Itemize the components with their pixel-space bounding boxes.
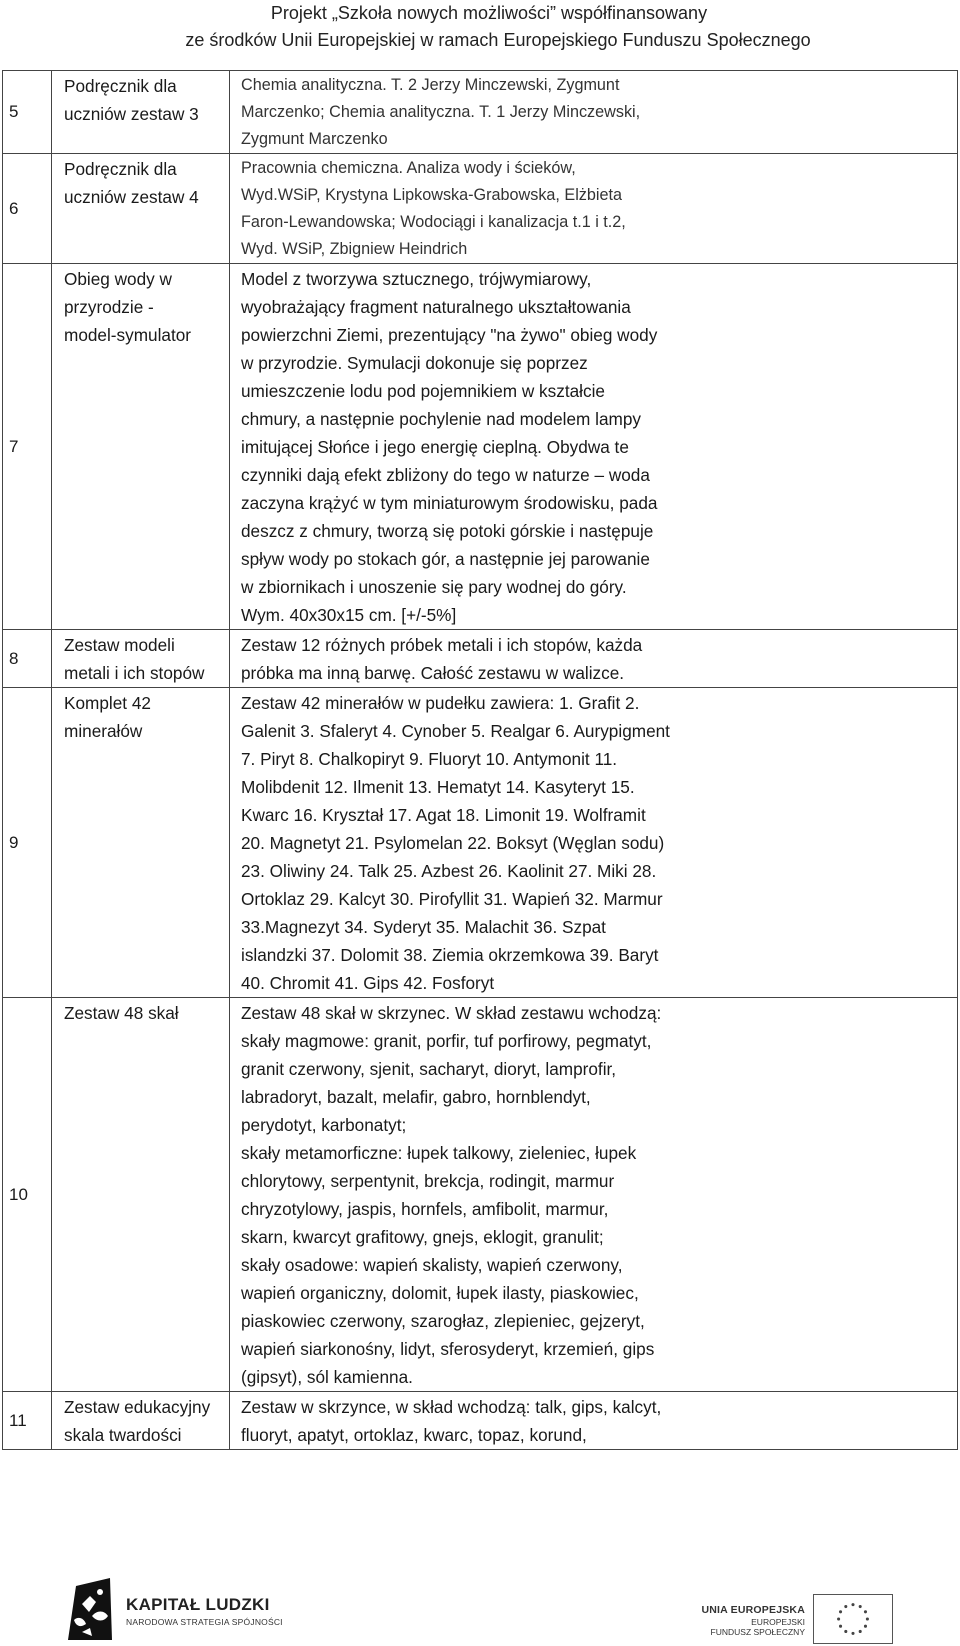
item-description-line: islandzki 37. Dolomit 38. Ziemia okrzemkowa 39. Baryt [241,945,659,965]
row-number: 8 [3,630,52,688]
item-name [52,264,230,630]
kapital-ludzki-subtitle: NARODOWA STRATEGIA SPÓJNOŚCI [126,1617,283,1627]
item-description-line: wapień siarkonośny, lidyt, sferosyderyt, krzemień, gips [241,1339,655,1359]
item-description-line: Wym. 40x30x15 cm. [+/-5%] [241,605,457,625]
item-name [52,630,230,688]
item-description-line: 20. Magnetyt 21. Psylomelan 22. Boksyt (Węglan sodu) [241,833,665,853]
item-description-line: Model z tworzywa sztucznego, trójwymiarowy, [241,269,592,289]
item-description-line: chryzotylowy, jaspis, hornfels, amfibolit, marmur, [241,1199,609,1219]
eu-fund-label [690,1604,805,1637]
item-description-line: (gipsyt), sól kamienna. [241,1367,413,1387]
item-description-line: Faron-Lewandowska; Wodociągi i kanalizacja t.1 i t.2, [241,213,626,231]
item-description [230,1392,958,1450]
row-number: 7 [3,264,52,630]
item-name-line: Zestaw 48 skał [64,1003,179,1023]
item-description-line: 23. Oliwiny 24. Talk 25. Azbest 26. Kaolinit 27. Miki 28. [241,861,657,881]
item-description-line: imitującej Słońce i jego energię cieplną. Obydwa te [241,437,629,457]
item-name-line: Komplet 42 [64,693,151,713]
item-description-line: granit czerwony, sjenit, sacharyt, dioryt, lamprofir, [241,1059,617,1079]
eu-label-line-3: FUNDUSZ SPOŁECZNY [710,1627,805,1637]
item-description-line: labradoryt, bazalt, melafir, gabro, hornblendyt, [241,1087,591,1107]
kapital-ludzki-title: KAPITAŁ LUDZKI [126,1595,270,1614]
eu-star-icon [839,1610,842,1613]
table-row [3,998,958,1392]
page-header [0,0,960,54]
item-description-line: Molibdenit 12. Ilmenit 13. Hematyt 14. Kasyteryt 15. [241,777,635,797]
eu-label-line-1: UNIA EUROPEJSKA [701,1604,805,1616]
item-description-line: czynniki dają efekt zbliżony do tego w naturze – woda [241,465,650,485]
eu-star-icon [851,1603,854,1606]
item-description-line: Ortoklaz 29. Kalcyt 30. Pirofyllit 31. Wapień 32. Marmur [241,889,663,909]
item-name-line: minerałów [64,721,143,741]
header-line-1: Projekt „Szkoła nowych możliwości” współfinansowany [270,3,708,23]
row-number: 11 [3,1392,52,1450]
table-body [3,71,958,1450]
item-description-line: umieszczenie lodu pod pojemnikiem w kształcie [241,381,605,401]
item-name-line: przyrodzie - [64,297,154,317]
item-description-line: skały magmowe: granit, porfir, tuf porfirowy, pegmatyt, [241,1031,652,1051]
item-name-line: Podręcznik dla [64,76,177,96]
item-description-line: skały osadowe: wapień skalisty, wapień czerwony, [241,1255,623,1275]
eu-flag-icon [813,1594,893,1644]
item-description-line: wyobrażający fragment naturalnego ukształtowania [241,297,631,317]
eu-star-icon [851,1632,854,1635]
row-number: 5 [3,71,52,154]
item-description-line: skarn, kwarcyt grafitowy, gnejs, eklogit, granulit; [241,1227,604,1247]
eu-star-icon [866,1617,869,1620]
item-description-line: Zygmunt Marczenko [241,130,388,148]
item-description-line: Zestaw 42 minerałów w pudełku zawiera: 1. Grafit 2. [241,693,640,713]
eu-star-icon [859,1630,862,1633]
item-name-line: Zestaw modeli [64,635,175,655]
item-description-line: Zestaw 12 różnych próbek metali i ich stopów, każda [241,635,643,655]
row-number: 10 [3,998,52,1392]
item-description-line: Galenit 3. Sfaleryt 4. Cynober 5. Realgar 6. Aurypigment [241,721,670,741]
item-description-line: Zestaw 48 skał w skrzynec. W skład zestawu wchodzą: [241,1003,662,1023]
item-name [52,998,230,1392]
item-description-line: chmury, a następnie pochylenie nad modelem lampy [241,409,641,429]
item-name-line: Obieg wody w [64,269,172,289]
item-description-line: spływ wody po stokach gór, a następnie jej parowanie [241,549,650,569]
item-description-line: powierzchni Ziemi, prezentujący "na żywo" obieg wody [241,325,658,345]
table-row [3,1392,958,1450]
item-description-line: Wyd. WSiP, Zbigniew Heindrich [241,240,468,258]
table-row [3,688,958,998]
eu-star-icon [844,1630,847,1633]
item-description [230,688,958,998]
item-description-line: w przyrodzie. Symulacji dokonuje się poprzez [241,353,588,373]
item-name-line: uczniów zestaw 3 [64,104,199,124]
eu-label-line-2: EUROPEJSKI [751,1617,805,1627]
table-row [3,264,958,630]
item-description-line: fluoryt, apatyt, ortoklaz, kwarc, topaz, korund, [241,1425,587,1445]
table-row [3,71,958,154]
row-number: 9 [3,688,52,998]
item-description-line: Chemia analityczna. T. 2 Jerzy Minczewski, Zygmunt [241,76,620,94]
item-description-line: Kwarc 16. Kryształ 17. Agat 18. Limonit 19. Wolframit [241,805,646,825]
eu-star-icon [844,1605,847,1608]
header-line-2: ze środków Unii Europejskiej w ramach Europejskiego Funduszu Społecznego [185,30,811,50]
page-footer [0,1560,960,1646]
item-description-line: próbka ma inną barwę. Całość zestawu w walizce. [241,663,625,683]
item-name-line: metali i ich stopów [64,663,205,683]
equipment-table [2,70,958,1450]
item-description-line: Pracownia chemiczna. Analiza wody i ścieków, [241,159,576,177]
kapital-ludzki-logo-icon [62,1576,122,1642]
item-description-line: perydotyt, karbonatyt; [241,1115,407,1135]
table-row [3,154,958,264]
item-description-line: 33.Magnezyt 34. Syderyt 35. Malachit 36. Szpat [241,917,606,937]
item-description-line: Zestaw w skrzynce, w skład wchodzą: talk, gips, kalcyt, [241,1397,662,1417]
item-description-line: w zbiornikach i unoszenie się pary wodnej do góry. [241,577,627,597]
eu-star-icon [837,1617,840,1620]
row-number: 6 [3,154,52,264]
item-name [52,1392,230,1450]
item-description [230,264,958,630]
eu-star-icon [864,1610,867,1613]
item-name-line: uczniów zestaw 4 [64,187,199,207]
item-name [52,688,230,998]
table-row [3,630,958,688]
item-description-line: Marczenko; Chemia analityczna. T. 1 Jerzy Minczewski, [241,103,641,121]
item-name [52,71,230,154]
item-description-line: skały metamorficzne: łupek talkowy, zieleniec, łupek [241,1143,637,1163]
item-description [230,71,958,154]
item-description-line: deszcz z chmury, tworzą się potoki górskie i następuje [241,521,654,541]
item-description [230,630,958,688]
item-description-line: piaskowiec czerwony, szarogłaz, zlepieniec, gejzeryt, [241,1311,645,1331]
item-name-line: Zestaw edukacyjny [64,1397,211,1417]
eu-star-icon [864,1625,867,1628]
item-description [230,998,958,1392]
eu-star-icon [839,1625,842,1628]
item-name [52,154,230,264]
item-description-line: zaczyna krążyć w tym miniaturowym środowisku, pada [241,493,658,513]
item-description [230,154,958,264]
item-description-line: wapień organiczny, dolomit, łupek ilasty, piaskowiec, [241,1283,639,1303]
item-description-line: chlorytowy, serpentynit, brekcja, rodingit, marmur [241,1171,615,1191]
eu-star-icon [859,1605,862,1608]
item-description-line: 7. Piryt 8. Chalkopiryt 9. Fluoryt 10. Antymonit 11. [241,749,618,769]
item-name-line: Podręcznik dla [64,159,177,179]
item-name-line: model-symulator [64,325,192,345]
item-description-line: Wyd.WSiP, Krystyna Lipkowska-Grabowska, Elżbieta [241,186,622,204]
item-name-line: skala twardości [64,1425,182,1445]
item-description-line: 40. Chromit 41. Gips 42. Fosforyt [241,973,495,993]
